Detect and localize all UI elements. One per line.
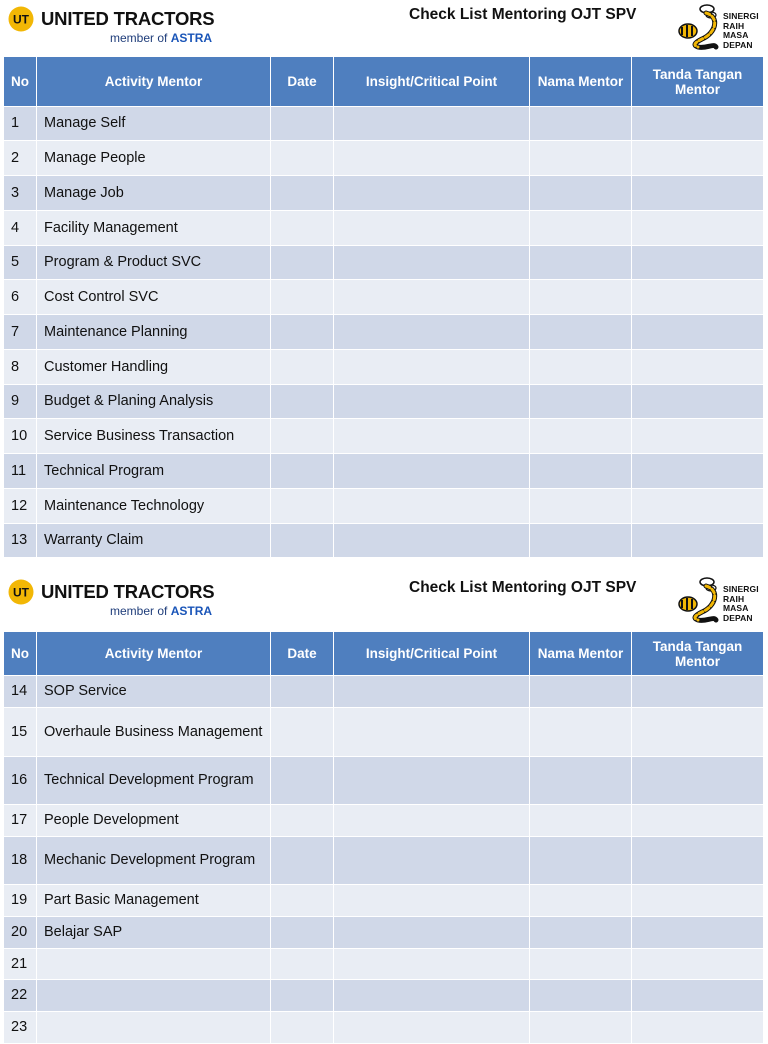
row-tanda-tangan-cell [632,805,764,837]
table-row [4,885,764,917]
row-activity: People Development [37,805,271,837]
row-activity: Maintenance Technology [37,489,271,524]
row-activity: Customer Handling [37,350,271,385]
page-title: Check List Mentoring OJT SPV [409,6,637,23]
row-tanda-tangan-cell [632,315,764,350]
row-number: 1 [4,107,37,141]
table-row [4,805,764,837]
row-date-cell [271,1012,334,1044]
member-of-astra: member of ASTRA [110,31,213,45]
row-tanda-tangan-cell [632,211,764,246]
row-insight-cell [334,1012,530,1044]
row-activity: Cost Control SVC [37,280,271,315]
row-number: 19 [4,885,37,917]
row-date-cell [271,350,334,385]
column-header-insight: Insight/Critical Point [334,632,530,676]
brand-name: UNITED TRACTORS [41,581,215,602]
row-activity [37,1012,271,1044]
row-number: 8 [4,350,37,385]
table-row [4,107,764,141]
table-row [4,489,764,524]
table-header-row [4,632,764,676]
row-date-cell [271,757,334,805]
row-number: 15 [4,708,37,757]
row-date-cell [271,524,334,558]
row-activity: Technical Program [37,454,271,489]
row-insight-cell [334,315,530,350]
row-nama-mentor-cell [530,837,632,885]
row-insight-cell [334,419,530,454]
row-nama-mentor-cell [530,708,632,757]
row-nama-mentor-cell [530,280,632,315]
row-activity: Facility Management [37,211,271,246]
row-insight-cell [334,246,530,280]
page-header [0,0,768,56]
row-insight-cell [334,350,530,385]
row-date-cell [271,708,334,757]
row-activity [37,949,271,980]
column-header-nama-mentor: Nama Mentor [530,57,632,107]
column-header-no: No [4,632,37,676]
row-activity: Belajar SAP [37,917,271,949]
row-tanda-tangan-cell [632,280,764,315]
row-nama-mentor-cell [530,419,632,454]
row-tanda-tangan-cell [632,454,764,489]
row-date-cell [271,885,334,917]
row-number: 4 [4,211,37,246]
column-header-no: No [4,57,37,107]
logo-mark-text: UT [13,585,29,600]
row-tanda-tangan-cell [632,489,764,524]
row-number: 7 [4,315,37,350]
row-insight-cell [334,980,530,1012]
row-activity: Overhaule Business Management [37,708,271,757]
table-row [4,1012,764,1044]
row-insight-cell [334,454,530,489]
row-nama-mentor-cell [530,980,632,1012]
row-nama-mentor-cell [530,107,632,141]
row-number: 18 [4,837,37,885]
row-activity: Manage Job [37,176,271,211]
table-row [4,211,764,246]
row-activity: Part Basic Management [37,885,271,917]
row-number: 20 [4,917,37,949]
row-tanda-tangan-cell [632,837,764,885]
row-tanda-tangan-cell [632,980,764,1012]
row-date-cell [271,454,334,489]
row-insight-cell [334,176,530,211]
row-number: 22 [4,980,37,1012]
row-tanda-tangan-cell [632,419,764,454]
row-number: 13 [4,524,37,558]
row-number: 10 [4,419,37,454]
row-number: 2 [4,141,37,176]
row-number: 5 [4,246,37,280]
row-number: 16 [4,757,37,805]
row-date-cell [271,385,334,419]
row-activity: Manage Self [37,107,271,141]
row-nama-mentor-cell [530,805,632,837]
row-date-cell [271,246,334,280]
row-activity: Budget & Planing Analysis [37,385,271,419]
checklist-page-2 [0,573,768,1035]
row-nama-mentor-cell [530,454,632,489]
page-title: Check List Mentoring OJT SPV [409,579,637,596]
row-activity: SOP Service [37,676,271,708]
column-header-activity: Activity Mentor [37,57,271,107]
row-number: 23 [4,1012,37,1044]
table-row [4,141,764,176]
row-activity: Program & Product SVC [37,246,271,280]
row-tanda-tangan-cell [632,917,764,949]
row-insight-cell [334,805,530,837]
table-row [4,280,764,315]
row-tanda-tangan-cell [632,141,764,176]
row-nama-mentor-cell [530,917,632,949]
row-nama-mentor-cell [530,489,632,524]
table-row [4,315,764,350]
table-row [4,837,764,885]
table-row [4,419,764,454]
row-nama-mentor-cell [530,885,632,917]
table-row [4,949,764,980]
row-nama-mentor-cell [530,211,632,246]
row-activity [37,980,271,1012]
row-insight-cell [334,676,530,708]
row-date-cell [271,176,334,211]
row-activity: Maintenance Planning [37,315,271,350]
row-nama-mentor-cell [530,757,632,805]
row-insight-cell [334,489,530,524]
table-row [4,385,764,419]
row-activity: Warranty Claim [37,524,271,558]
row-insight-cell [334,757,530,805]
row-number: 12 [4,489,37,524]
row-nama-mentor-cell [530,385,632,419]
row-insight-cell [334,524,530,558]
row-nama-mentor-cell [530,676,632,708]
row-tanda-tangan-cell [632,1012,764,1044]
row-tanda-tangan-cell [632,885,764,917]
column-header-activity: Activity Mentor [37,632,271,676]
table-row [4,917,764,949]
row-insight-cell [334,837,530,885]
united-tractors-logo-icon [8,6,34,32]
row-date-cell [271,676,334,708]
table-header-row [4,57,764,107]
row-tanda-tangan-cell [632,246,764,280]
row-number: 3 [4,176,37,211]
mentoring-table [3,56,764,558]
mentoring-table [3,631,764,1044]
row-number: 17 [4,805,37,837]
row-nama-mentor-cell [530,524,632,558]
member-of-astra: member of ASTRA [110,604,213,618]
row-date-cell [271,141,334,176]
table-row [4,454,764,489]
table-row [4,176,764,211]
row-tanda-tangan-cell [632,949,764,980]
slogan: SINERGI RAIH MASA DEPAN [723,11,759,50]
column-header-tanda-tangan: Tanda Tangan Mentor [632,632,764,676]
row-activity: Mechanic Development Program [37,837,271,885]
row-date-cell [271,107,334,141]
table-row [4,757,764,805]
logo-mark-text: UT [13,12,29,27]
row-number: 9 [4,385,37,419]
row-insight-cell [334,949,530,980]
row-activity: Manage People [37,141,271,176]
row-insight-cell [334,885,530,917]
bee-logo-icon [676,576,722,624]
row-insight-cell [334,280,530,315]
row-number: 21 [4,949,37,980]
row-nama-mentor-cell [530,949,632,980]
table-row [4,524,764,558]
row-date-cell [271,805,334,837]
row-insight-cell [334,917,530,949]
row-activity: Service Business Transaction [37,419,271,454]
row-nama-mentor-cell [530,246,632,280]
row-tanda-tangan-cell [632,676,764,708]
row-insight-cell [334,141,530,176]
column-header-nama-mentor: Nama Mentor [530,632,632,676]
column-header-insight: Insight/Critical Point [334,57,530,107]
row-date-cell [271,280,334,315]
column-header-date: Date [271,632,334,676]
row-tanda-tangan-cell [632,107,764,141]
row-tanda-tangan-cell [632,708,764,757]
row-date-cell [271,949,334,980]
row-nama-mentor-cell [530,141,632,176]
row-date-cell [271,489,334,524]
page-header [0,573,768,629]
table-row [4,350,764,385]
table-row [4,246,764,280]
row-nama-mentor-cell [530,350,632,385]
table-row [4,708,764,757]
row-tanda-tangan-cell [632,350,764,385]
row-insight-cell [334,107,530,141]
row-tanda-tangan-cell [632,385,764,419]
row-insight-cell [334,211,530,246]
row-tanda-tangan-cell [632,524,764,558]
row-tanda-tangan-cell [632,757,764,805]
bee-logo-icon [676,3,722,51]
row-number: 11 [4,454,37,489]
row-nama-mentor-cell [530,1012,632,1044]
row-date-cell [271,837,334,885]
row-tanda-tangan-cell [632,176,764,211]
brand-name: UNITED TRACTORS [41,8,215,29]
united-tractors-logo-icon [8,579,34,605]
row-date-cell [271,917,334,949]
slogan: SINERGI RAIH MASA DEPAN [723,584,759,623]
row-insight-cell [334,708,530,757]
row-date-cell [271,980,334,1012]
row-activity: Technical Development Program [37,757,271,805]
column-header-date: Date [271,57,334,107]
row-date-cell [271,419,334,454]
row-number: 6 [4,280,37,315]
row-number: 14 [4,676,37,708]
column-header-tanda-tangan: Tanda Tangan Mentor [632,57,764,107]
row-date-cell [271,211,334,246]
row-insight-cell [334,385,530,419]
row-nama-mentor-cell [530,315,632,350]
row-nama-mentor-cell [530,176,632,211]
table-row [4,980,764,1012]
row-date-cell [271,315,334,350]
table-row [4,676,764,708]
